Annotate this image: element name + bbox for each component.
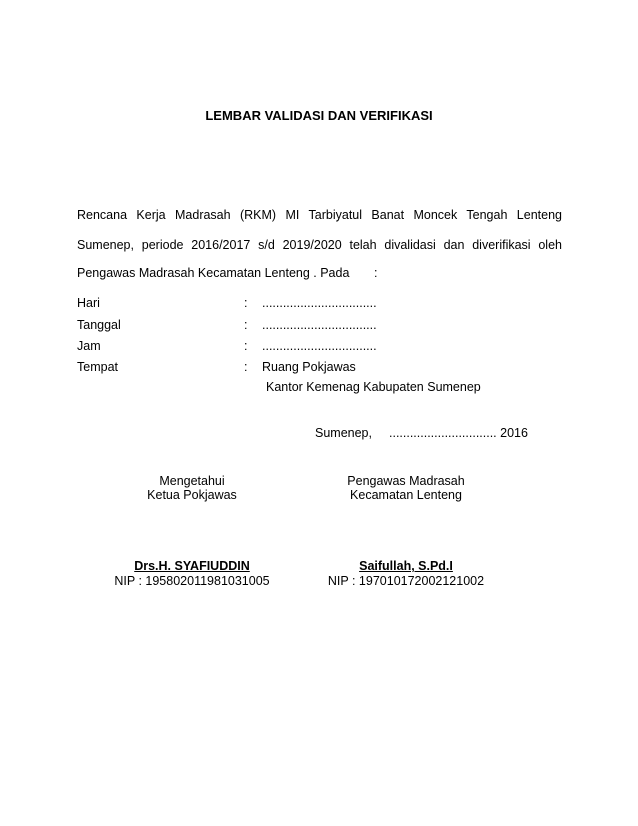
field-label-tanggal: Tanggal: [77, 318, 121, 332]
document-title: LEMBAR VALIDASI DAN VERIFIKASI: [205, 108, 433, 123]
left-signatory-name: [92, 559, 292, 573]
field-label-jam: Jam: [77, 339, 101, 353]
right-signatory-role-1: Pengawas Madrasah: [347, 474, 465, 488]
paragraph-line-1: Rencana Kerja Madrasah (RKM) MI Tarbiyatul Banat Moncek Tengah Lenteng: [77, 208, 562, 222]
left-signatory-name-text: Drs.H. SYAFIUDDIN: [134, 559, 250, 573]
field-label-tempat: Tempat: [77, 360, 118, 374]
field-value-tempat: Ruang Pokjawas: [262, 360, 356, 374]
field-value-tanggal: .................................: [262, 318, 377, 332]
paragraph-line-3: Pengawas Madrasah Kecamatan Lenteng . Pada: [77, 266, 350, 280]
field-value-hari: .................................: [262, 296, 377, 310]
field-colon-tanggal: :: [244, 318, 248, 332]
left-signatory-nip: NIP : 195802011981031005: [114, 574, 270, 588]
field-label-hari: Hari: [77, 296, 100, 310]
field-value-jam: .................................: [262, 339, 377, 353]
field-colon-hari: :: [244, 296, 248, 310]
paragraph-line-3-colon: :: [374, 266, 378, 280]
right-signatory-name: [306, 559, 506, 573]
paragraph-line-2: Sumenep, periode 2016/2017 s/d 2019/2020 telah divalidasi dan diverifikasi oleh: [77, 238, 562, 252]
field-colon-jam: :: [244, 339, 248, 353]
right-signatory-name-text: Saifullah, S.Pd.I: [359, 559, 453, 573]
right-signatory-nip: NIP : 197010172002121002: [327, 574, 485, 588]
date-place: Sumenep,: [315, 426, 372, 440]
right-signatory-role-2: Kecamatan Lenteng: [350, 488, 462, 502]
left-signatory-role-2: Ketua Pokjawas: [147, 488, 237, 502]
field-colon-tempat: :: [244, 360, 248, 374]
left-signatory-role-1: Mengetahui: [159, 474, 225, 488]
field-value-tempat-line-2: Kantor Kemenag Kabupaten Sumenep: [266, 380, 481, 394]
date-value: ............................... 2016: [389, 426, 528, 440]
